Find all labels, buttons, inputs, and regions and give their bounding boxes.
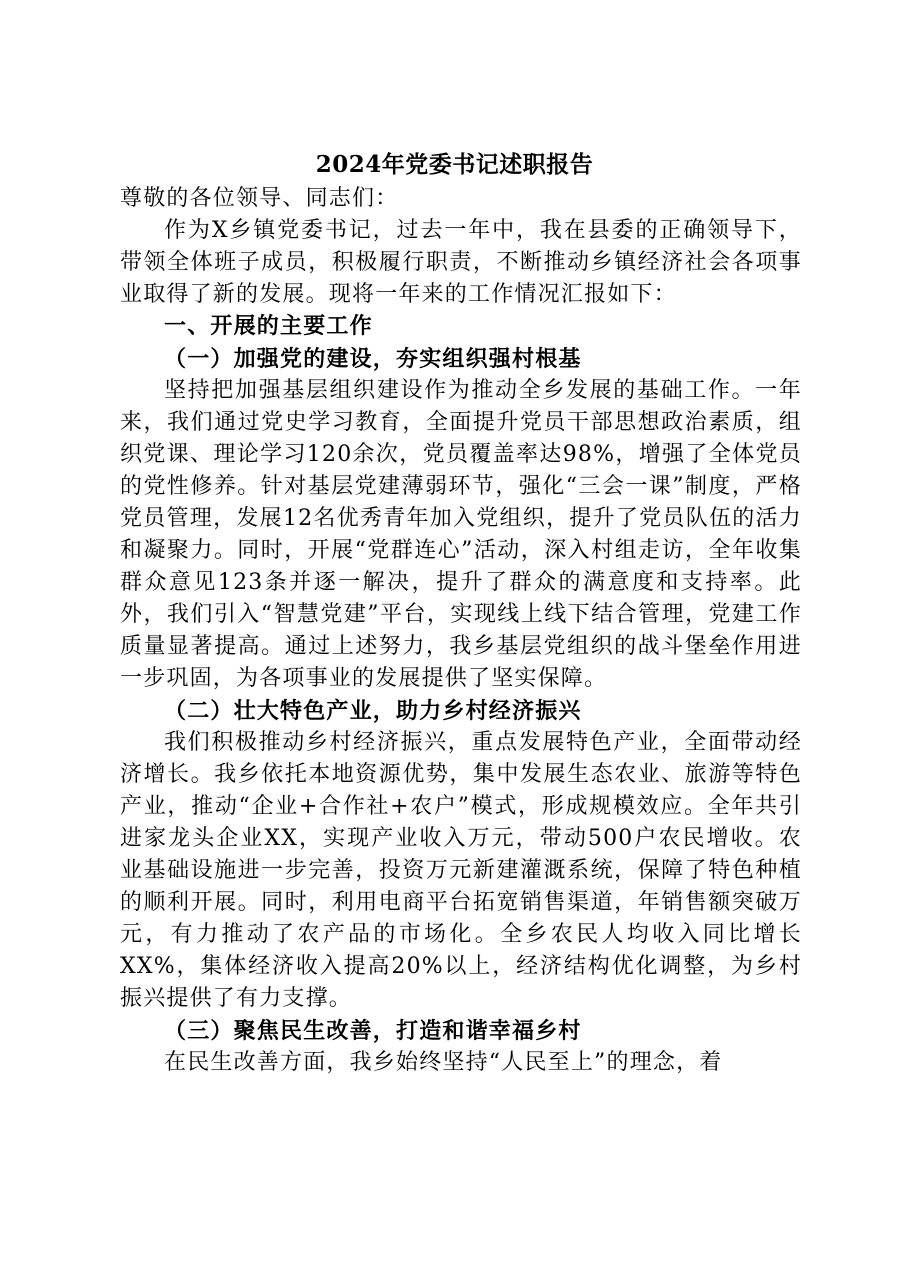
- greeting: 尊敬的各位领导、同志们：: [120, 186, 399, 211]
- section-heading-main-work: 一、开展的主要工作: [164, 314, 373, 339]
- subsection-heading-industry: （二）壮大特色产业，助力乡村经济振兴: [164, 698, 582, 724]
- paragraph-industry: 我们积极推动乡村经济振兴，重点发展特色产业，全面带动经济增长。我乡依托本地资源优势，集中发展生态农业、旅游等特色产业，推动“企业+合作社+农户”模式，形成规模效应。全年共引进家龙头企业XX，实现产业收入万元，带动500户农民增收。农业基础设施进一步完善，投资万元新建灌溉系统，保障了特色种植的顺利开展。同时，利用电商平台拓宽销售渠道，年销售额突破万元，有力推动了农产品的市场化。全乡农民人均收入同比增长XX%，集体经济收入提高20%以上，经济结构优化调整，为乡村振兴提供了有力支撑。: [120, 730, 802, 1011]
- subsection-heading-livelihood: （三）聚焦民生改善，打造和谐幸福乡村: [164, 1018, 582, 1044]
- document-title: 2024年党委书记述职报告: [315, 151, 594, 178]
- intro-paragraph: 作为X乡镇党委书记，过去一年中，我在县委的正确领导下，带领全体班子成员，积极履行职责，不断推动乡镇经济社会各项事业取得了新的发展。现将一年来的工作情况汇报如下：: [120, 218, 802, 307]
- document-body: [120, 183, 802, 1079]
- subsection-heading-party-building: （一）加强党的建设，夯实组织强村根基: [164, 346, 582, 372]
- paragraph-livelihood: 在民生改善方面，我乡始终坚持“人民至上”的理念，着: [164, 1050, 723, 1075]
- paragraph-party-building: 坚持把加强基层组织建设作为推动全乡发展的基础工作。一年来，我们通过党史学习教育，全面提升党员干部思想政治素质，组织党课、理论学习120余次，党员覆盖率达98%，增强了全体党员的党性修养。针对基层党建薄弱环节，强化“三会一课”制度，严格党员管理，发展12名优秀青年加入党组织，提升了党员队伍的活力和凝聚力。同时，开展“党群连心”活动，深入村组走访，全年收集群众意见123条并逐一解决，提升了群众的满意度和支持率。此外，我们引入“智慧党建”平台，实现线上线下结合管理，党建工作质量显著提高。通过上述努力，我乡基层党组织的战斗堡垒作用进一步巩固，为各项事业的发展提供了坚实保障。: [120, 378, 802, 691]
